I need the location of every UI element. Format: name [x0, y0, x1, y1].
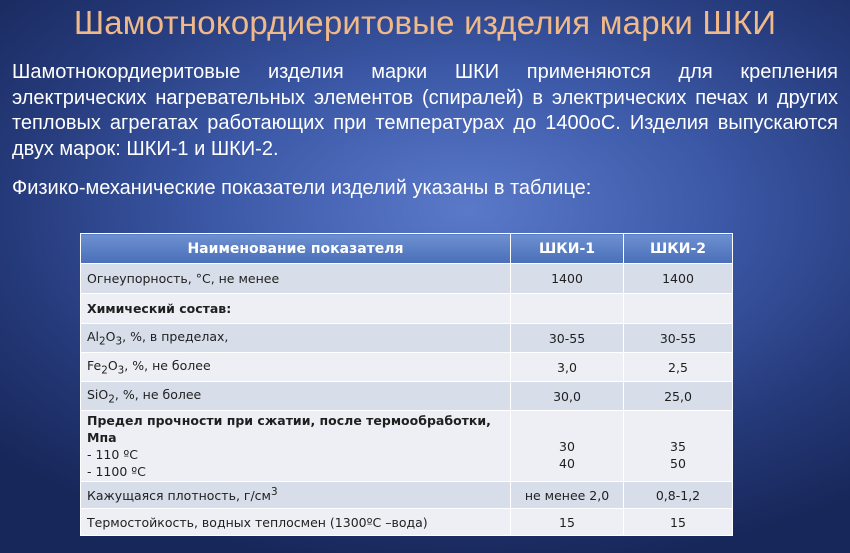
value-shki2: 1400 — [624, 264, 733, 294]
table-row — [81, 482, 733, 509]
strength-110: - 110 ºС — [87, 447, 138, 462]
table-caption: Физико-механические показатели изделий указаны в таблице: — [12, 177, 592, 199]
empty-cell — [511, 294, 624, 324]
value-shki2: 0,8-1,2 — [624, 482, 733, 509]
row-label: Кажущаяся плотность, $г/см^3$ — [81, 482, 511, 509]
intro-paragraph: Шамотнокордиеритовые изделия марки ШКИ применяются для крепления электрических нагревательных элементов (спиралей) в электрических печах и других тепловых агрегатах работающих при температурах до 1400оС. Изделия выпускаются двух марок: ШКИ-1 и ШКИ-2. — [12, 61, 838, 160]
empty-cell — [624, 294, 733, 324]
table-row — [81, 294, 733, 324]
header-shki2: ШКИ-2 — [624, 234, 733, 264]
row-label — [81, 411, 511, 482]
properties-table — [80, 233, 733, 536]
table-row — [81, 324, 733, 353]
row-label: Термостойкость, водных теплосмен (1300ºС –вода) — [81, 509, 511, 536]
header-shki1: ШКИ-1 — [511, 234, 624, 264]
value-shki2: 30-55 — [624, 324, 733, 353]
table-row — [81, 382, 733, 411]
value-shki2: 25,0 — [624, 382, 733, 411]
row-label: SiO$_2$, %, не более — [81, 382, 511, 411]
value-shki2: 35 50 — [624, 411, 733, 482]
strength-title: Предел прочности при сжатии, после термообработки, Мпа — [87, 413, 491, 445]
chem-heading: Химический состав: — [81, 294, 511, 324]
row-label: Огнеупорность, °С, не менее — [81, 264, 511, 294]
value-shki2: 2,5 — [624, 353, 733, 382]
table-header-row — [81, 234, 733, 264]
value-shki1: не менее 2,0 — [511, 482, 624, 509]
value-shki1: 30-55 — [511, 324, 624, 353]
table-row — [81, 411, 733, 482]
table-row — [81, 264, 733, 294]
value-shki1: 30,0 — [511, 382, 624, 411]
value-shki2: 15 — [624, 509, 733, 536]
value-shki1: 15 — [511, 509, 624, 536]
strength-1100: - 1100 ºС — [87, 464, 146, 479]
value-shki1: 30 40 — [511, 411, 624, 482]
value-shki1: 1400 — [511, 264, 624, 294]
slide-title: Шамотнокордиеритовые изделия марки ШКИ — [73, 4, 777, 41]
row-label: $Al_2O_3$, %, в пределах, — [81, 324, 511, 353]
header-indicator: Наименование показателя — [81, 234, 511, 264]
table-row — [81, 353, 733, 382]
row-label: $Fe_2O_3$, %, не более — [81, 353, 511, 382]
table-row — [81, 509, 733, 536]
value-shki1: 3,0 — [511, 353, 624, 382]
